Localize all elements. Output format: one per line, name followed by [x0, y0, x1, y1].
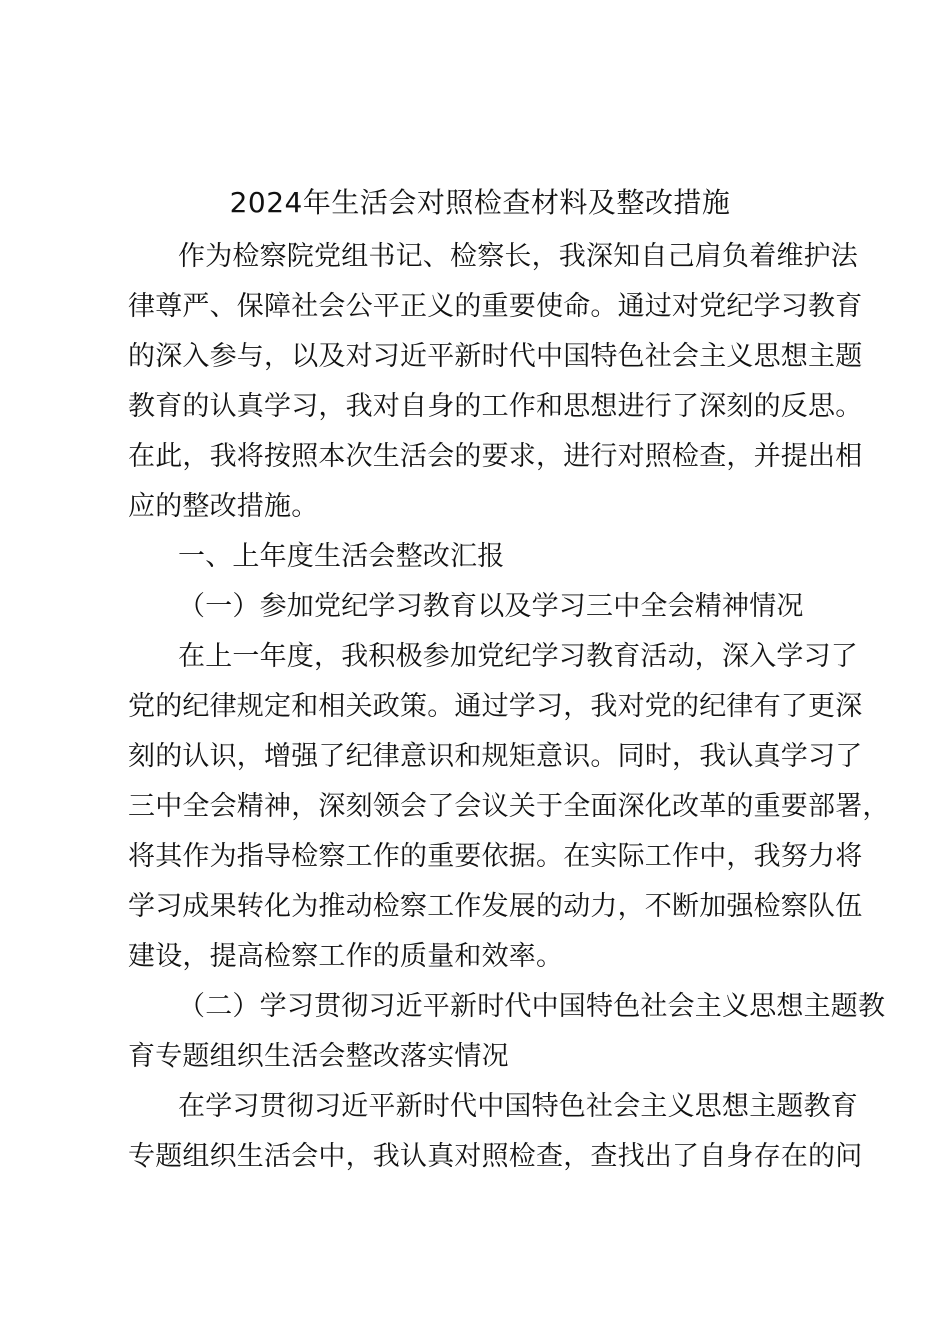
subsection-heading-2-line-1: （二）学习贯彻习近平新时代中国特色社会主义思想主题教 [178, 991, 886, 1022]
paragraph-2-line-5: 将其作为指导检察工作的重要依据。在实际工作中，我努力将 [128, 841, 863, 872]
paragraph-2-line-3: 刻的认识，增强了纪律意识和规矩意识。同时，我认真学习了 [128, 741, 863, 772]
paragraph-1-line-2: 律尊严、保障社会公平正义的重要使命。通过对党纪学习教育 [128, 291, 863, 322]
paragraph-1-line-4: 教育的认真学习，我对自身的工作和思想进行了深刻的反思。 [128, 391, 863, 422]
document-title: 2024年生活会对照检查材料及整改措施 [229, 186, 731, 219]
paragraph-2-line-6: 学习成果转化为推动检察工作发展的动力，不断加强检察队伍 [128, 891, 863, 922]
paragraph-2-line-2: 党的纪律规定和相关政策。通过学习，我对党的纪律有了更深 [128, 691, 863, 722]
paragraph-2-line-4: 三中全会精神，深刻领会了会议关于全面深化改革的重要部署， [128, 791, 890, 822]
paragraph-1-line-6: 应的整改措施。 [128, 491, 319, 522]
paragraph-1-line-5: 在此，我将按照本次生活会的要求，进行对照检查，并提出相 [128, 441, 863, 472]
paragraph-2-line-7: 建设，提高检察工作的质量和效率。 [128, 941, 564, 972]
subsection-heading-2-line-2: 育专题组织生活会整改落实情况 [128, 1041, 509, 1072]
paragraph-1-line-3: 的深入参与，以及对习近平新时代中国特色社会主义思想主题 [128, 341, 863, 372]
paragraph-3-line-2: 专题组织生活会中，我认真对照检查，查找出了自身存在的问 [128, 1141, 863, 1172]
paragraph-2-line-1: 在上一年度，我积极参加党纪学习教育活动，深入学习了 [178, 641, 858, 672]
paragraph-3-line-1: 在学习贯彻习近平新时代中国特色社会主义思想主题教育 [178, 1091, 858, 1122]
subsection-heading-1: （一）参加党纪学习教育以及学习三中全会精神情况 [178, 591, 804, 622]
paragraph-1-line-1: 作为检察院党组书记、检察长，我深知自己肩负着维护法 [178, 241, 858, 272]
section-heading-1: 一、上年度生活会整改汇报 [178, 541, 505, 572]
